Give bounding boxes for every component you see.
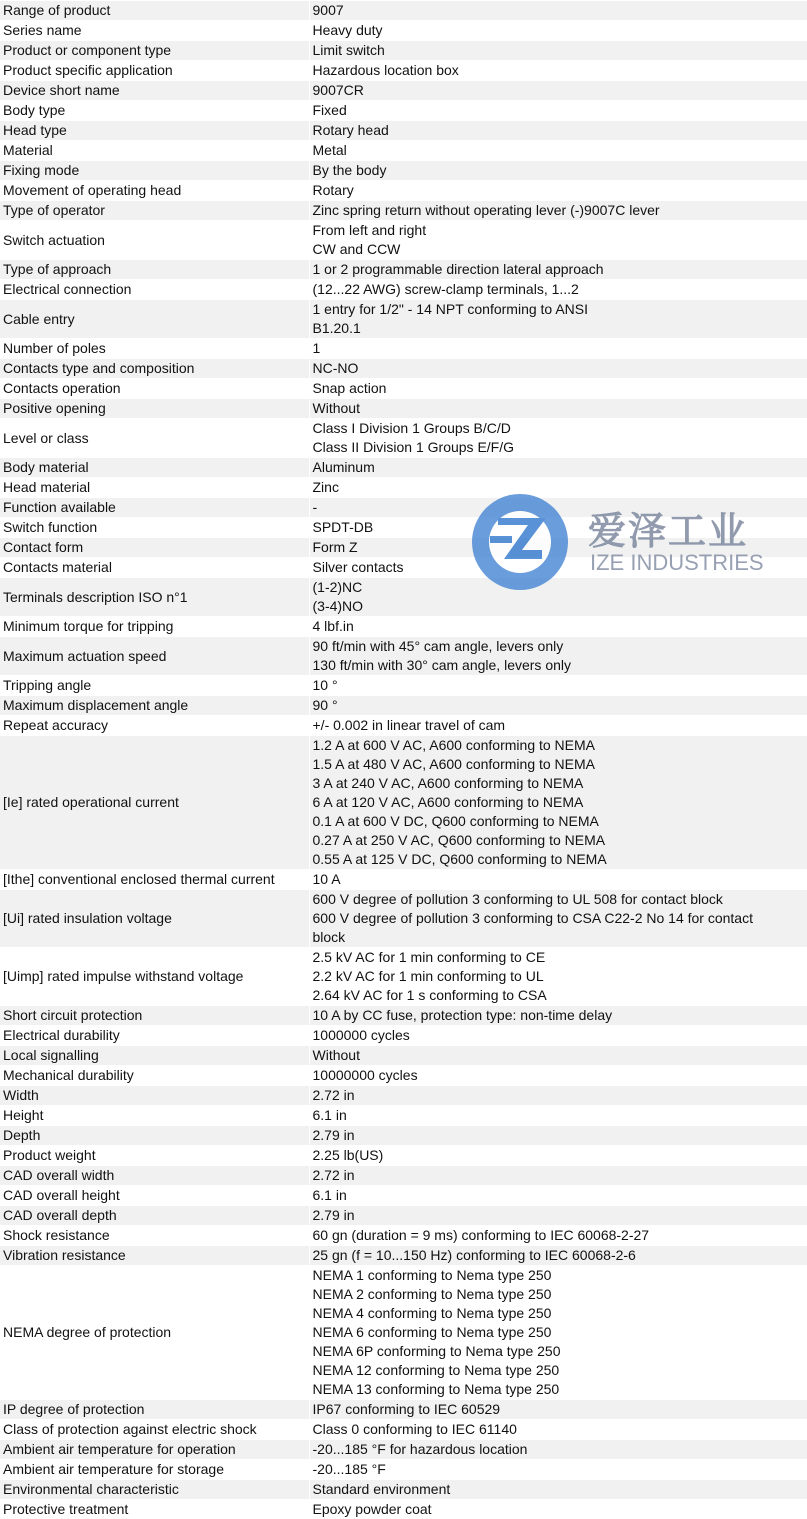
spec-value-line: 1.2 A at 600 V AC, A600 conforming to NEMA — [312, 737, 596, 753]
spec-row — [0, 890, 807, 948]
spec-value-cell — [309, 1066, 807, 1086]
spec-name-cell: Repeat accuracy — [0, 716, 309, 736]
spec-value-cell — [309, 578, 807, 617]
spec-name-cell: Maximum displacement angle — [0, 696, 309, 716]
spec-value-line: 90 ° — [312, 697, 338, 713]
spec-name-cell: Tripping angle — [0, 676, 309, 696]
spec-row — [0, 280, 807, 300]
spec-name-cell: Ambient air temperature for operation — [0, 1440, 309, 1460]
spec-value-cell — [309, 1460, 807, 1480]
spec-value-line: Class 0 conforming to IEC 61140 — [312, 1421, 517, 1437]
spec-value-cell — [309, 1166, 807, 1186]
spec-row — [0, 1006, 807, 1026]
spec-row — [0, 181, 807, 201]
spec-value-line: Fixed — [312, 102, 347, 118]
spec-value-cell — [309, 518, 807, 538]
spec-row — [0, 1226, 807, 1246]
spec-row — [0, 518, 807, 538]
spec-row — [0, 1086, 807, 1106]
spec-value-line: Zinc — [312, 479, 339, 495]
spec-value-cell — [309, 1186, 807, 1206]
spec-name-cell: Contacts material — [0, 558, 309, 578]
spec-value-line: Class II Division 1 Groups E/F/G — [312, 439, 515, 455]
spec-value-cell — [309, 558, 807, 578]
spec-value-cell — [309, 260, 807, 280]
spec-value-line: 60 gn (duration = 9 ms) conforming to IEC 60068-2-27 — [312, 1227, 650, 1243]
spec-row — [0, 1246, 807, 1266]
spec-value-line: Snap action — [312, 380, 387, 396]
spec-value-line: NEMA 6 conforming to Nema type 250 — [312, 1324, 552, 1340]
spec-row — [0, 300, 807, 339]
spec-value-cell — [309, 1206, 807, 1226]
spec-value-line: 2.64 kV AC for 1 s conforming to CSA — [312, 987, 547, 1003]
spec-row — [0, 948, 807, 1006]
spec-row — [0, 1266, 807, 1400]
spec-row — [0, 458, 807, 478]
spec-name-cell: CAD overall width — [0, 1166, 309, 1186]
spec-row — [0, 1066, 807, 1086]
spec-name-cell: [Ithe] conventional enclosed thermal current — [0, 870, 309, 890]
spec-row — [0, 538, 807, 558]
spec-value-line: 1 or 2 programmable direction lateral approach — [312, 261, 604, 277]
spec-name-cell: [Uimp] rated impulse withstand voltage — [0, 948, 309, 1006]
spec-value-line: Class I Division 1 Groups B/C/D — [312, 420, 511, 436]
spec-value-line: 1.5 A at 480 V AC, A600 conforming to NEMA — [312, 756, 596, 772]
spec-row — [0, 161, 807, 181]
spec-value-cell — [309, 41, 807, 61]
spec-name-cell: Head material — [0, 478, 309, 498]
spec-value-cell — [309, 399, 807, 419]
spec-row — [0, 617, 807, 637]
spec-name-cell: Electrical durability — [0, 1026, 309, 1046]
spec-row — [0, 1106, 807, 1126]
spec-row — [0, 21, 807, 41]
spec-row — [0, 1500, 807, 1519]
spec-row — [0, 1420, 807, 1440]
spec-value-line: 1 — [312, 340, 321, 356]
spec-value-line: (3-4)NO — [312, 598, 364, 614]
spec-name-cell: IP degree of protection — [0, 1400, 309, 1420]
spec-row — [0, 1046, 807, 1066]
spec-name-cell: Mechanical durability — [0, 1066, 309, 1086]
spec-value-line: 600 V degree of pollution 3 conforming to UL 508 for contact block — [312, 891, 723, 907]
spec-value-cell — [309, 1106, 807, 1126]
spec-value-cell — [309, 419, 807, 458]
spec-value-cell — [309, 61, 807, 81]
spec-name-cell: Body type — [0, 101, 309, 121]
spec-value-line: 6.1 in — [312, 1187, 347, 1203]
spec-row — [0, 637, 807, 676]
spec-value-line: 4 lbf.in — [312, 618, 354, 634]
spec-value-line: 2.72 in — [312, 1167, 355, 1183]
spec-name-cell: Contacts type and composition — [0, 359, 309, 379]
spec-value-line: Zinc spring return without operating lever (-)9007C lever — [312, 202, 660, 218]
spec-row — [0, 1186, 807, 1206]
spec-name-cell: Maximum actuation speed — [0, 637, 309, 676]
spec-name-cell: Head type — [0, 121, 309, 141]
watermark-brand-en: IZE INDUSTRIES — [590, 550, 764, 575]
spec-name-cell: Device short name — [0, 81, 309, 101]
spec-name-cell: [Ie] rated operational current — [0, 736, 309, 870]
spec-value-line: 9007CR — [312, 82, 364, 98]
spec-value-cell — [309, 676, 807, 696]
spec-name-cell: Movement of operating head — [0, 181, 309, 201]
spec-name-cell: Short circuit protection — [0, 1006, 309, 1026]
spec-value-line: (12...22 AWG) screw-clamp terminals, 1...2 — [312, 281, 579, 297]
watermark-brand-cn: 爱泽工业 — [588, 509, 749, 553]
spec-value-cell — [309, 1420, 807, 1440]
spec-value-line: 600 V degree of pollution 3 conforming to CSA C22-2 No 14 for contact — [312, 910, 753, 926]
spec-value-line: Form Z — [312, 539, 358, 555]
spec-value-line: 6 A at 120 V AC, A600 conforming to NEMA — [312, 794, 584, 810]
spec-name-cell: [Ui] rated insulation voltage — [0, 890, 309, 948]
spec-row — [0, 736, 807, 870]
spec-name-cell: Switch function — [0, 518, 309, 538]
spec-value-line: 0.1 A at 600 V DC, Q600 conforming to NEMA — [312, 813, 599, 829]
spec-value-cell — [309, 81, 807, 101]
spec-value-cell — [309, 716, 807, 736]
spec-value-line: 0.27 A at 250 V AC, Q600 conforming to NEMA — [312, 832, 606, 848]
spec-name-cell: NEMA degree of protection — [0, 1266, 309, 1400]
spec-name-cell: Depth — [0, 1126, 309, 1146]
spec-value-line: NEMA 12 conforming to Nema type 250 — [312, 1362, 560, 1378]
spec-row — [0, 419, 807, 458]
spec-row — [0, 399, 807, 419]
spec-value-line: 10 A — [312, 871, 341, 887]
spec-value-cell — [309, 1026, 807, 1046]
spec-name-cell: Product weight — [0, 1146, 309, 1166]
spec-value-line: Heavy duty — [312, 22, 383, 38]
spec-value-line: 130 ft/min with 30° cam angle, levers only — [312, 657, 572, 673]
spec-value-cell — [309, 736, 807, 870]
spec-row — [0, 1126, 807, 1146]
spec-value-line: Without — [312, 400, 360, 416]
spec-value-cell — [309, 1246, 807, 1266]
spec-value-line: 3 A at 240 V AC, A600 conforming to NEMA — [312, 775, 584, 791]
spec-name-cell: Protective treatment — [0, 1500, 309, 1519]
spec-row — [0, 716, 807, 736]
spec-row — [0, 478, 807, 498]
spec-row — [0, 870, 807, 890]
spec-value-line: Without — [312, 1047, 360, 1063]
spec-name-cell: Minimum torque for tripping — [0, 617, 309, 637]
spec-value-cell — [309, 221, 807, 260]
spec-row — [0, 1480, 807, 1500]
spec-value-line: Rotary head — [312, 122, 389, 138]
spec-value-line: 10 A by CC fuse, protection type: non-time delay — [312, 1007, 613, 1023]
spec-value-line: -20...185 °F — [312, 1461, 386, 1477]
spec-value-line: Silver contacts — [312, 559, 404, 575]
spec-value-line: +/- 0.002 in linear travel of cam — [312, 717, 506, 733]
spec-name-cell: Type of approach — [0, 260, 309, 280]
spec-value-line: 10000000 cycles — [312, 1067, 418, 1083]
spec-value-cell — [309, 21, 807, 41]
spec-row — [0, 61, 807, 81]
spec-name-cell: Body material — [0, 458, 309, 478]
spec-value-cell — [309, 1500, 807, 1519]
spec-name-cell: Product or component type — [0, 41, 309, 61]
spec-value-line: By the body — [312, 162, 387, 178]
spec-row — [0, 1400, 807, 1420]
spec-value-cell — [309, 1006, 807, 1026]
spec-value-line: From left and right — [312, 222, 427, 238]
spec-value-line: Standard environment — [312, 1481, 451, 1497]
spec-value-line: 10 ° — [312, 677, 338, 693]
spec-row — [0, 1166, 807, 1186]
spec-value-cell — [309, 1480, 807, 1500]
spec-value-cell — [309, 478, 807, 498]
spec-name-cell: Type of operator — [0, 201, 309, 221]
spec-value-cell — [309, 870, 807, 890]
spec-row — [0, 141, 807, 161]
spec-name-cell: Material — [0, 141, 309, 161]
spec-value-line: 2.79 in — [312, 1127, 355, 1143]
spec-name-cell: Function available — [0, 498, 309, 518]
spec-value-line: NEMA 13 conforming to Nema type 250 — [312, 1381, 560, 1397]
spec-value-line: Metal — [312, 142, 347, 158]
spec-value-cell — [309, 1086, 807, 1106]
spec-value-line: NEMA 4 conforming to Nema type 250 — [312, 1305, 552, 1321]
spec-value-line: NEMA 6P conforming to Nema type 250 — [312, 1343, 561, 1359]
spec-row — [0, 498, 807, 518]
spec-value-line: - — [312, 499, 318, 515]
spec-value-cell — [309, 181, 807, 201]
spec-name-cell: Number of poles — [0, 339, 309, 359]
spec-value-cell — [309, 339, 807, 359]
spec-row — [0, 1206, 807, 1226]
spec-value-cell — [309, 1440, 807, 1460]
spec-value-line: Limit switch — [312, 42, 385, 58]
spec-row — [0, 1026, 807, 1046]
spec-row — [0, 201, 807, 221]
spec-name-cell: Switch actuation — [0, 221, 309, 260]
spec-row — [0, 359, 807, 379]
spec-value-line: -20...185 °F for hazardous location — [312, 1441, 528, 1457]
spec-value-cell — [309, 300, 807, 339]
spec-value-cell — [309, 637, 807, 676]
spec-name-cell: Cable entry — [0, 300, 309, 339]
spec-name-cell: Contacts operation — [0, 379, 309, 399]
spec-row — [0, 1146, 807, 1166]
spec-value-line: 0.55 A at 125 V DC, Q600 conforming to NEMA — [312, 851, 607, 867]
spec-value-line: 2.79 in — [312, 1207, 355, 1223]
spec-value-line: Hazardous location box — [312, 62, 459, 78]
spec-row — [0, 1440, 807, 1460]
spec-value-line: B1.20.1 — [312, 320, 361, 336]
spec-name-cell: Class of protection against electric shock — [0, 1420, 309, 1440]
spec-value-cell — [309, 359, 807, 379]
spec-value-line: 2.2 kV AC for 1 min conforming to UL — [312, 968, 544, 984]
spec-value-cell — [309, 498, 807, 518]
spec-value-line: 6.1 in — [312, 1107, 347, 1123]
spec-value-cell — [309, 1046, 807, 1066]
spec-name-cell: Series name — [0, 21, 309, 41]
spec-value-line: 9007 — [312, 2, 344, 18]
spec-row — [0, 1460, 807, 1480]
spec-name-cell: Fixing mode — [0, 161, 309, 181]
spec-value-line: 2.25 lb(US) — [312, 1147, 384, 1163]
spec-row — [0, 221, 807, 260]
spec-value-cell — [309, 141, 807, 161]
spec-name-cell: Environmental characteristic — [0, 1480, 309, 1500]
spec-value-line: SPDT-DB — [312, 519, 374, 535]
spec-name-cell: Height — [0, 1106, 309, 1126]
spec-value-line: NEMA 1 conforming to Nema type 250 — [312, 1267, 552, 1283]
spec-row — [0, 339, 807, 359]
spec-value-cell — [309, 948, 807, 1006]
spec-name-cell: CAD overall height — [0, 1186, 309, 1206]
spec-value-line: 1000000 cycles — [312, 1027, 410, 1043]
spec-value-line: CW and CCW — [312, 241, 401, 257]
spec-value-cell — [309, 379, 807, 399]
spec-name-cell: CAD overall depth — [0, 1206, 309, 1226]
spec-value-line: NEMA 2 conforming to Nema type 250 — [312, 1286, 552, 1302]
spec-row — [0, 121, 807, 141]
spec-row — [0, 101, 807, 121]
spec-row — [0, 696, 807, 716]
spec-name-cell: Range of product — [0, 1, 309, 21]
spec-name-cell: Vibration resistance — [0, 1246, 309, 1266]
spec-name-cell: Level or class — [0, 419, 309, 458]
spec-value-cell — [309, 1226, 807, 1246]
spec-value-cell — [309, 101, 807, 121]
spec-name-cell: Shock resistance — [0, 1226, 309, 1246]
spec-row — [0, 81, 807, 101]
spec-row — [0, 558, 807, 578]
spec-value-cell — [309, 617, 807, 637]
spec-row — [0, 676, 807, 696]
spec-value-line: IP67 conforming to IEC 60529 — [312, 1401, 501, 1417]
spec-value-line: Rotary — [312, 182, 354, 198]
spec-value-line: Aluminum — [312, 459, 375, 475]
spec-name-cell: Ambient air temperature for storage — [0, 1460, 309, 1480]
spec-value-cell — [309, 1400, 807, 1420]
spec-name-cell: Local signalling — [0, 1046, 309, 1066]
spec-row — [0, 578, 807, 617]
spec-name-cell: Width — [0, 1086, 309, 1106]
spec-name-cell: Positive opening — [0, 399, 309, 419]
spec-value-line: 90 ft/min with 45° cam angle, levers only — [312, 638, 564, 654]
spec-row — [0, 1, 807, 21]
spec-value-line: 25 gn (f = 10...150 Hz) conforming to IEC 60068-2-6 — [312, 1247, 636, 1263]
spec-value-cell — [309, 1146, 807, 1166]
spec-value-cell — [309, 280, 807, 300]
spec-value-line: block — [312, 929, 346, 945]
spec-row — [0, 260, 807, 280]
spec-value-cell — [309, 890, 807, 948]
spec-name-cell: Product specific application — [0, 61, 309, 81]
spec-value-cell — [309, 161, 807, 181]
spec-name-cell: Terminals description ISO n°1 — [0, 578, 309, 617]
spec-row — [0, 379, 807, 399]
spec-value-cell — [309, 1, 807, 21]
spec-value-line: 2.72 in — [312, 1087, 355, 1103]
spec-value-cell — [309, 696, 807, 716]
spec-value-cell — [309, 458, 807, 478]
spec-name-cell: Contact form — [0, 538, 309, 558]
spec-value-line: 2.5 kV AC for 1 min conforming to CE — [312, 949, 546, 965]
spec-value-cell — [309, 1266, 807, 1400]
spec-row — [0, 41, 807, 61]
spec-table-body — [0, 1, 807, 1519]
spec-value-cell — [309, 121, 807, 141]
spec-value-line: 1 entry for 1/2" - 14 NPT conforming to ANSI — [312, 301, 589, 317]
spec-value-line: Epoxy powder coat — [312, 1501, 432, 1517]
spec-value-line: (1-2)NC — [312, 579, 363, 595]
spec-value-line: NC-NO — [312, 360, 359, 376]
spec-value-cell — [309, 538, 807, 558]
spec-name-cell: Electrical connection — [0, 280, 309, 300]
spec-value-cell — [309, 1126, 807, 1146]
spec-value-cell — [309, 201, 807, 221]
